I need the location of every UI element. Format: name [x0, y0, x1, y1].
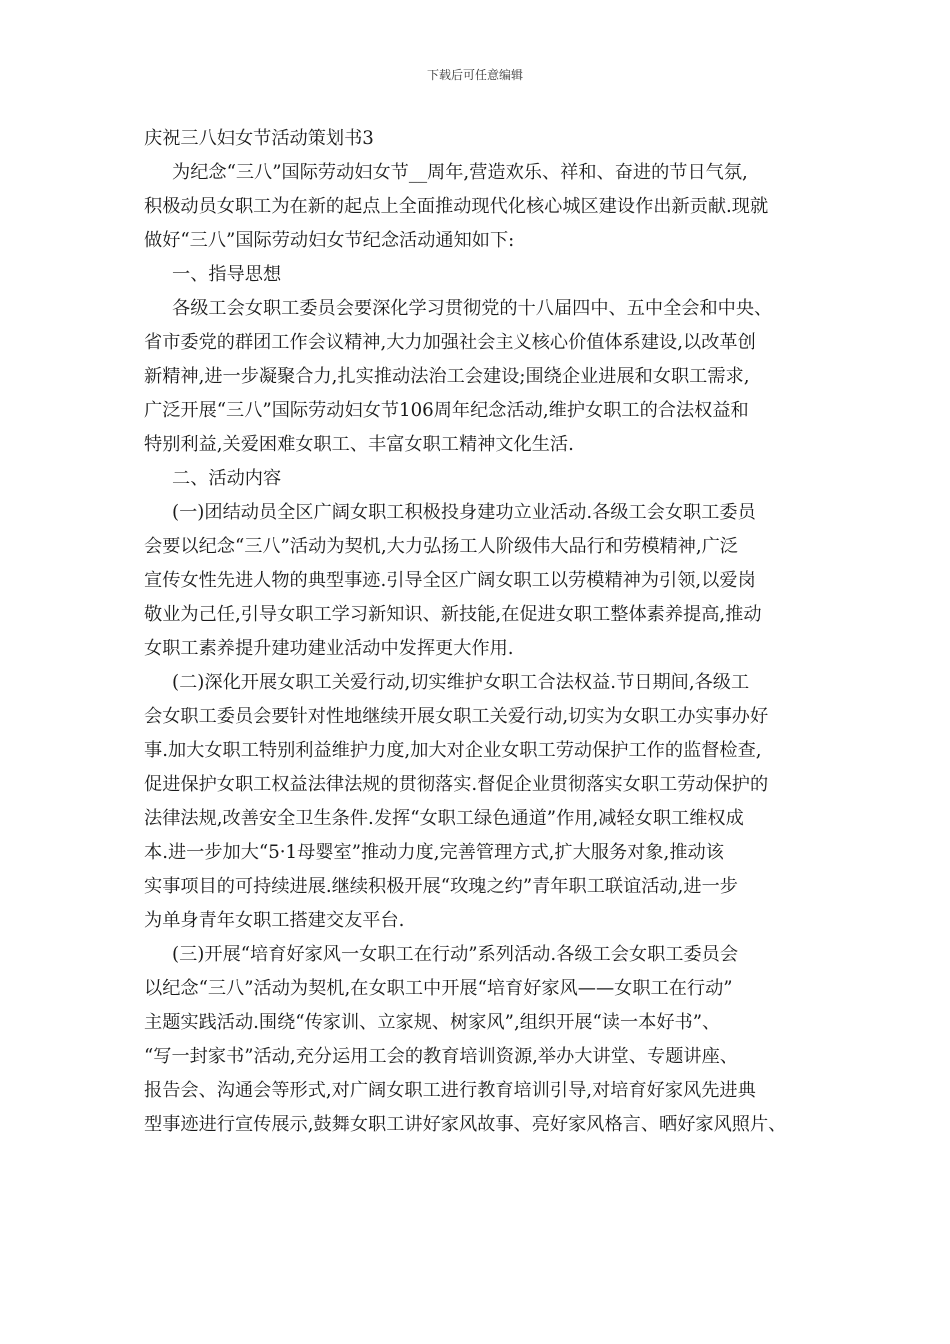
text-line: 一、指导思想 [172, 264, 282, 285]
text-line: 法律法规,改善安全卫生条件.发挥“女职工绿色通道”作用,减轻女职工维权成 [144, 808, 744, 829]
text-line: 广泛开展“三八”国际劳动妇女节106周年纪念活动,维护女职工的合法权益和 [144, 400, 749, 421]
header-note: 下载后可任意编辑 [426, 68, 523, 82]
text-line: 积极动员女职工为在新的起点上全面推动现代化核心城区建设作出新贡献.现就 [144, 196, 769, 217]
text-line: (三)开展“培育好家风一女职工在行动”系列活动.各级工会女职工委员会 [172, 944, 739, 965]
text-line: 女职工素养提升建功建业活动中发挥更大作用. [144, 638, 514, 659]
text-line: “写一封家书”活动,充分运用工会的教育培训资源,举办大讲堂、专题讲座、 [144, 1046, 738, 1067]
text-line: 新精神,进一步凝聚合力,扎实推动法治工会建设;围绕企业进展和女职工需求, [144, 366, 750, 387]
text-line: 做好“三八”国际劳动妇女节纪念活动通知如下: [144, 230, 515, 251]
text-line: 会女职工委员会要针对性地继续开展女职工关爱行动,切实为女职工办实事办好 [144, 706, 769, 727]
text-line: 会要以纪念“三八”活动为契机,大力弘扬工人阶级伟大品行和劳模精神,广泛 [144, 536, 738, 557]
text-line: 省市委党的群团工作会议精神,大力加强社会主义核心价值体系建设,以改革创 [144, 332, 756, 353]
document-body [144, 122, 824, 1142]
document-title: 庆祝三八妇女节活动策划书3 [144, 128, 374, 149]
text-line: 敬业为己任,引导女职工学习新知识、新技能,在促进女职工整体素养提高,推动 [144, 604, 762, 625]
text-line: 实事项目的可持续进展.继续积极开展“玫瑰之约”青年职工联谊活动,进一步 [144, 876, 738, 897]
text-line: (二)深化开展女职工关爱行动,切实维护女职工合法权益.节日期间,各级工 [172, 672, 750, 693]
text-line: 各级工会女职工委员会要深化学习贯彻党的十八届四中、五中全会和中央、 [172, 298, 773, 319]
text-line: 以纪念“三八”活动为契机,在女职工中开展“培育好家风——女职工在行动” [144, 978, 733, 999]
text-line: 事.加大女职工特别利益维护力度,加大对企业女职工劳动保护工作的监督检查, [144, 740, 762, 761]
text-line: 为单身青年女职工搭建交友平台. [144, 910, 405, 931]
text-line: 宣传女性先进人物的典型事迹.引导全区广阔女职工以劳模精神为引领,以爱岗 [144, 570, 756, 591]
text-line: 促进保护女职工权益法律法规的贯彻落实.督促企业贯彻落实女职工劳动保护的 [144, 774, 769, 795]
text-line: 为纪念“三八”国际劳动妇女节__周年,营造欢乐、祥和、奋进的节日气氛, [172, 162, 748, 183]
text-line: 型事迹进行宣传展示,鼓舞女职工讲好家风故事、亮好家风格言、晒好家风照片、 [144, 1114, 787, 1135]
text-line: 本.进一步加大“5·1母婴室”推动力度,完善管理方式,扩大服务对象,推动该 [144, 842, 724, 863]
text-line: 特别利益,关爱困难女职工、丰富女职工精神文化生活. [144, 434, 574, 455]
text-line: 二、活动内容 [172, 468, 282, 489]
text-line: (一)团结动员全区广阔女职工积极投身建功立业活动.各级工会女职工委员 [172, 502, 756, 523]
text-line: 主题实践活动.围绕“传家训、立家规、树家风”,组织开展“读一本好书”、 [144, 1012, 721, 1033]
text-line: 报告会、沟通会等形式,对广阔女职工进行教育培训引导,对培育好家风先进典 [144, 1080, 756, 1101]
